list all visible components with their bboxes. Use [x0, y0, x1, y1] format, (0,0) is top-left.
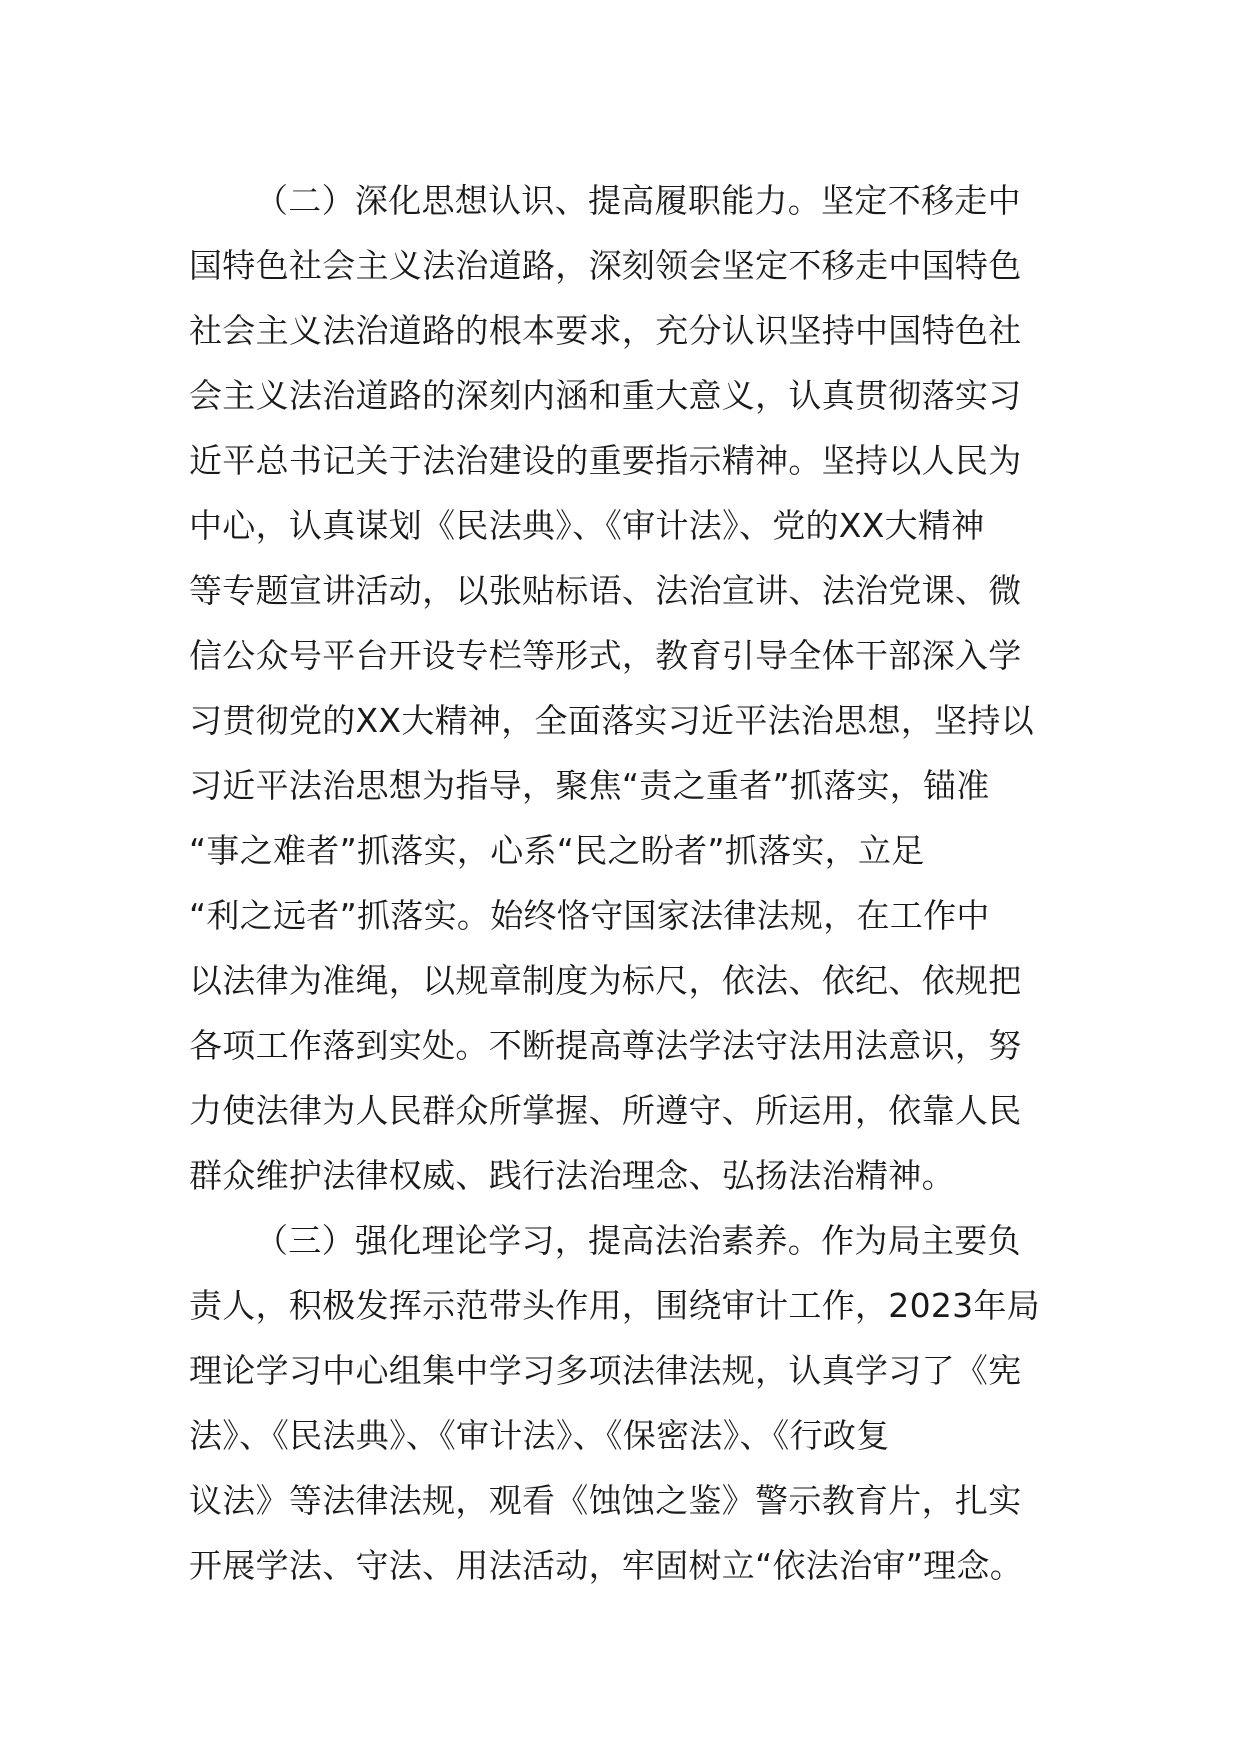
paragraph-line: “事之难者”抓落实，心系“民之盼者”抓落实，立足: [189, 831, 925, 870]
paragraph-line: 会主义法治道路的深刻内涵和重大意义，认真贯彻落实习: [189, 376, 1022, 415]
paragraph-line: 以法律为准绳，以规章制度为标尺，依法、依纪、依规把: [189, 961, 1022, 1000]
paragraph-line: 法》、《民法典》、《审计法》、《保密法》、《行政复: [189, 1416, 890, 1455]
paragraph-line: （二）深化思想认识、提高履职能力。坚定不移走中: [255, 181, 1021, 220]
paragraph-line: 信公众号平台开设专栏等形式，教育引导全体干部深入学: [189, 636, 1022, 675]
paragraph-line: 各项工作落到实处。不断提高尊法学法守法用法意识，努: [189, 1026, 1022, 1065]
paragraph-section-3: [189, 1208, 1069, 1598]
paragraph-line: 理论学习中心组集中学习多项法律法规，认真学习了《宪: [189, 1351, 1022, 1390]
paragraph-line: 群众维护法律权威、践行法治理念、弘扬法治精神。: [189, 1156, 955, 1195]
paragraph-line: 力使法律为人民群众所掌握、所遵守、所运用，依靠人民: [189, 1091, 1022, 1130]
paragraph-line: 议法》等法律法规，观看《蚀蚀之鉴》警示教育片，扎实: [189, 1481, 1022, 1520]
paragraph-line: 习近平法治思想为指导，聚焦“责之重者”抓落实，锚准: [189, 766, 990, 805]
paragraph-line: 近平总书记关于法治建设的重要指示精神。坚持以人民为: [189, 441, 1022, 480]
paragraph-line: 等专题宣讲活动，以张贴标语、法治宣讲、法治党课、微: [189, 571, 1022, 610]
paragraph-line: 国特色社会主义法治道路，深刻领会坚定不移走中国特色: [189, 246, 1022, 285]
paragraph-line: （三）强化理论学习，提高法治素养。作为局主要负: [255, 1221, 1021, 1260]
paragraph-line: 社会主义法治道路的根本要求，充分认识坚持中国特色社: [189, 311, 1022, 350]
document-body: [189, 168, 1069, 1598]
paragraph-line: 责人，积极发挥示范带头作用，围绕审计工作，2023年局: [189, 1286, 1041, 1325]
paragraph-line: 开展学法、守法、用法活动，牢固树立“依法治审”理念。: [189, 1546, 1023, 1585]
paragraph-line: “利之远者”抓落实。始终恪守国家法律法规，在工作中: [189, 896, 990, 935]
paragraph-section-2: [189, 168, 1069, 1208]
paragraph-line: 习贯彻党的XX大精神，全面落实习近平法治思想，坚持以: [189, 701, 1035, 740]
paragraph-line: 中心，认真谋划《民法典》、《审计法》、党的XX大精神: [189, 506, 985, 545]
